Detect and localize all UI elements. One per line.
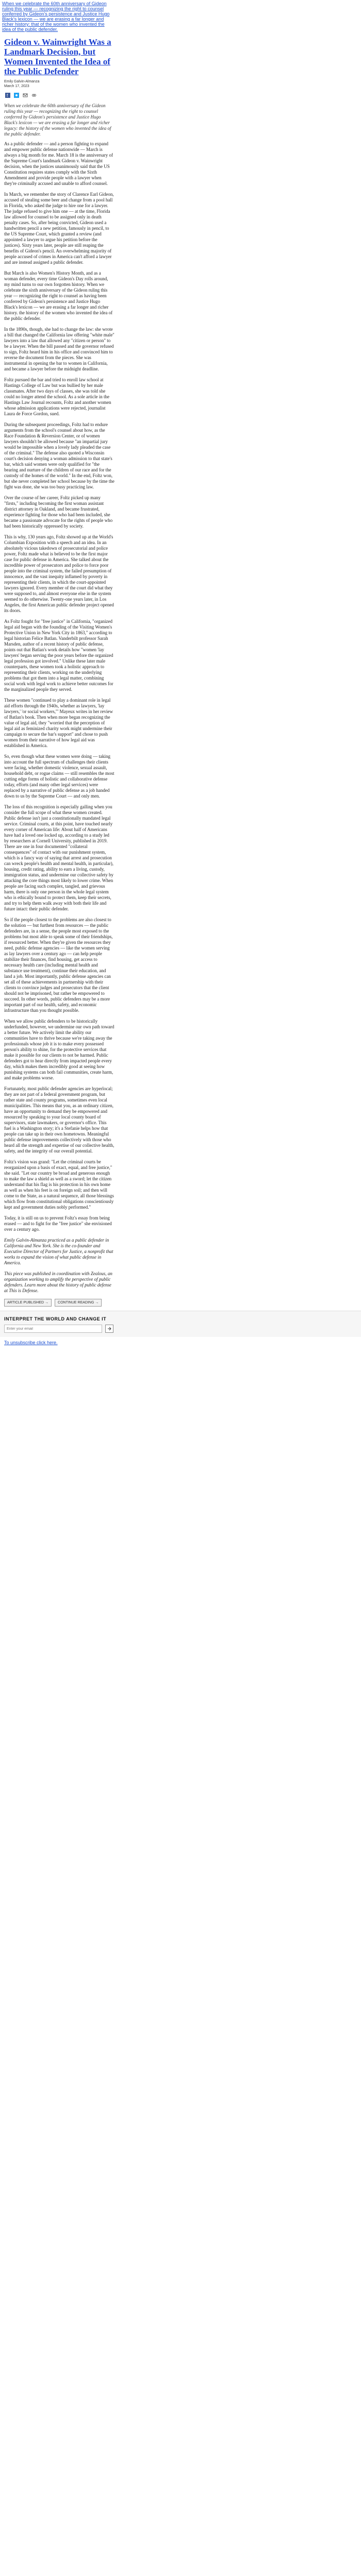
newsletter-row bbox=[4, 1325, 357, 1333]
email-field[interactable] bbox=[4, 1325, 102, 1333]
continue-reading-button[interactable]: CONTINUE READING → bbox=[55, 1299, 102, 1307]
submit-button[interactable] bbox=[105, 1325, 113, 1333]
email-icon[interactable] bbox=[22, 92, 29, 99]
headline[interactable]: Gideon v. Wainwright Was a Landmark Decision, but Women Invented the Idea of the Public Defender bbox=[4, 37, 111, 76]
article-paragraph: During the subsequent proceedings, Foltz had to endure arguments from the school's counsel about how, as the Race Foundation & Reversion Center, or of women lawyers shouldn't be allowed because "an impartial jury would be impossible when a lovely lady pleaded the case of the criminal." The defense also quoted a Wisconsin court's decision denying a woman admission to that state's bar, which said women were only qualified for "the bearing and nurture of the children of our race and for the custody of the homes of the world." In the end, Foltz won, but she never completed her school because by the time the fight was done, she was too busy practicing law. bbox=[4, 422, 114, 489]
article-paragraph: As Foltz fought for "free justice" in California, "organized legal aid began with the founding of the Visiting Women's Protective Union in New York City in 1863," according to legal historian Felice Batlan. Vanderbilt professor Sarah Marsden, author of a recent history of public defense, points out that Batlan's work details how "women 'lay lawyers' began serving the poor years before the organized legal profession got involved." Unlike these later male counterparts, these women took a holistic approach to representing their clients, working on the underlying problems that got them into a legal matter, combining social work with legal work to achieve better outcomes for the marginalized people they served. bbox=[4, 619, 113, 692]
publish-date: March 17, 2023 bbox=[4, 84, 29, 88]
dek: When we celebrate the 60th anniversary of the Gideon ruling this year — recognizing the right to counsel conferred by Gideon's persistence and Justice Hugo Black's lexicon — we are erasing a far longer and richer legacy: the history of the women who invented the idea of the public defender. bbox=[4, 103, 111, 137]
article-paragraph: Fortunately, most public defender agencies are hyperlocal; they are not part of a federal government program, but rather state and county programs, sometimes even local municipalities. This means that you, as an ordinary citizen, have an opportunity to demand they be empowered and resourced by speaking to your local county board of supervisors, state lawmakers, or governor's office. This fuel is a Washington story; it's a Stefanie helps how that people can take up in their own hometowns. Meaningful public defense improvements collectively with those who heard all the strength and expertise of our collective health, safety, and the integrity of our overall potential. bbox=[4, 1086, 114, 1154]
article-paragraph: As a public defender — and a person fighting to expand and empower public defense nationwide — March is always a big month for me. March 18 is the anniversary of the Supreme Court's landmark Gideon v. Wainwright decision, when the justices unanimously said that the US Constitution requires states comply with the Sixth Amendment and provide people with a lawyer when they're criminally accused and unable to afford counsel. bbox=[4, 141, 113, 186]
author-name[interactable]: Emily Galvin-Almanza bbox=[4, 80, 40, 83]
article-paragraph: Over the course of her career, Foltz picked up many "firsts," including becoming the first woman assistant district attorney in Oakland, and became frustrated, experience fighting for those who had been included, she became a passionate advocate for the rights of people who had been historically oppressed by society. bbox=[4, 495, 113, 529]
article-paragraph: But March is also Women's History Month, and as a woman defender, every time Gideon's Day rolls around, my mind turns to our own forgotten history. When we celebrate the sixth anniversary of the Gideon ruling this year — recognizing the right to counsel as having been conferred by Gideon's persistence and Justice Hugo Black's lexicon — we are erasing a far longer and richer history. the history of the women who invented the idea of the public defender. bbox=[4, 270, 113, 321]
top-link[interactable]: When we celebrate the 60th anniversary of Gideon ruling this year — recognizing the right to counsel conferred by Gideon's persistence and Justice Hugo Black's lexicon — we are erasing a far longer and richer history: that of the women who invented the idea of the public defender. bbox=[2, 1, 110, 32]
article-paragraph: So, even though what these women were doing — taking into account the full spectrum of challenges their clients were facing, whether domestic violence, sexual assault, household debt, or rogue claims — still resembles the most cutting edge forms of holistic and collaborative defense today, efforts (and many other legal services) were replaced by a narrative of public defense as a job handed down to us by the Supreme Court — and only men. bbox=[4, 754, 114, 799]
article-published-button[interactable]: ARTICLE PUBLISHED → bbox=[4, 1299, 52, 1307]
article-container bbox=[0, 32, 114, 1307]
author-bio: This piece was published in coordination with Zealous, an organization working to amplify the perspective of public defenders. Learn more about the history of public defense at This is Defense. bbox=[4, 1271, 112, 1293]
article-paragraph: Today, it is still on us to prevent Foltz's essay from being erased — and to fight for the "free justice" she envisioned over a century ago. bbox=[4, 1215, 112, 1232]
facebook-icon[interactable] bbox=[4, 92, 11, 99]
article-paragraph: This is why, 130 years ago, Foltz showed up at the World's Columbian Exposition with a speech and an idea. In an absolutely vicious takedown of prosecutorial and police power, Foltz made what is believed to be the first major case for public defense in America. She talked about the incredible power of prosecutors and police to force poor people into the criminal system, the failed presumption of innocence, and the vast inequity inflamed by poverty in representing their clients, in which the court-appointed lawyers ignored. Every member of the court did what they were supposed to, and almost everyone else in the system seemed to do otherwise. Twenty-one years later, in Los Angeles, the first American public defender project opened its doors. bbox=[4, 534, 114, 613]
footer bbox=[0, 1337, 361, 1350]
article-paragraph: Foltz pursued the bar and tried to enroll law school at Hastings College of Law but was bullied by her male classmates. After two days of classes, she was told she could no longer attend the school. As a sole article in the Hastings Law Journal recounts, Foltz and another women whose admission applications were rejected, journalist Laura de Force Gordon, sued. bbox=[4, 377, 111, 416]
article-paragraph: The loss of this recognition is especially galling when you consider the full scope of what these women created. Public defense isn't just a constitutionally mandated legal service. Criminal courts, at this point, have touched nearly every corner of American life: About half of Americans have had a loved one locked up, according to a study led by researchers at Cornell University, published in 2019. There are one in four documented "collateral consequences" of contact with our punishment system, which is a fancy way of saying that arrest and prosecution can wreck people's health and mental health, in particular), housing, credit rating, ability to earn a living, custody, immigration status, and undermine our collective safety by attacking the core things most likely to lower crime. When people are facing such complex, tangled, and grievous harm, there is only one person in the whole legal system who is ethically bound to protect them, keep their secrets, and try to help them walk away with both their life and future intact: their public defender. bbox=[4, 804, 114, 911]
link-icon[interactable] bbox=[30, 92, 38, 99]
article-paragraph: In March, we remember the story of Clarence Earl Gideon, accused of stealing some beer and change from a pool hall in Florida, who asked the judge to hire one for a lawyer. The judge refused to give him one — at the time, Florida law allowed for counsel to be assigned only in death penalty cases. So, after being convicted, Gideon used a handwritten pencil a new petition, famously in pencil, to the US Supreme Court, which granted a review (and appointed a lawyer to argue his petition before the justices). Sixty years later, people are still reaping the benefits of Gideon's pencil. An overwhelming majority of people accused of crimes in America can't afford a lawyer and are instead assigned a public defender. bbox=[4, 192, 114, 265]
article-paragraph: In the 1890s, though, she had to change the law: she wrote a bill that changed the California law offering "white male" lawyers into a law that allowed any "citizen or person" to be a lawyer. When the bill passed and the governor refused to sign, Foltz heard him in his office and convinced him to reverse the document from the pieces. She was instrumental in opening the bar to women in California, and became a lawyer before the midnight deadline. bbox=[4, 327, 114, 371]
newsletter bbox=[0, 1311, 361, 1337]
article-actions bbox=[4, 1299, 114, 1307]
share-row bbox=[4, 92, 114, 99]
svg-text:f: f bbox=[7, 93, 8, 98]
article-paragraph: So if the people closest to the problems are also closest to the solution — but furthest from resources — the public defenders are, in a sense, the people most exposed to the problems but most able to speak some of their friendships, if resourced better. When they're given the resources they need, public defense agencies — like the women serving as lay lawyers over a century ago — can help people stabilize their finances, find housing, get access to necessary health care (including mental health and substance use treatment), continue their education, and land a job. Most importantly, public defense agencies can set all of these achievements in partnership with their clients to convince judges and prosecutors that the client should not be imprisoned, but rather be empowered to succeed. In other words, public defenders may be a more important part of our health, safety, and economic infrastructure than you thought possible. bbox=[4, 917, 113, 1013]
byline bbox=[4, 79, 114, 89]
article-paragraph: Foltz's vision was grand: "Let the criminal courts be reorganized upon a basis of exact, equal, and free justice," she said. "Let our country be broad and generous enough to make the law a shield as well as a sword; let the citizen understand that his flag is his protection in his own home as well as when his feet is on foreign soil; and then will come to the State, as a natural sequence, all those blessings which flow from constitutional obligations conscientiously kept and government duties nobly performed." bbox=[4, 1159, 114, 1210]
article-body bbox=[4, 141, 114, 1294]
twitter-icon[interactable] bbox=[13, 92, 20, 99]
newsletter-title: INTERPRET THE WORLD AND CHANGE IT bbox=[4, 1316, 107, 1321]
unsubscribe-link[interactable]: To unsubscribe click here. bbox=[4, 1340, 58, 1345]
article-paragraph: When we allow public defenders to be historically underfunded, however, we undermine our own path toward a better future. We actively limit the ability our communities have to thrive because we're taking away the professionals whose job it is to make every possessed person's ability to shine, for the protective services that make it possible for our clients to not be harmed. Public defenders got to hear directly from impacted people every day, which makes them incredibly good at seeing how punishing systems can both fail communities, create harm, and make problems worse. bbox=[4, 1019, 114, 1080]
author-bio: Emily Galvin-Almanza practiced as a public defender in California and New York. She is the co-founder and Executive Director of Partners for Justice, a nonprofit that works to expand the vision of what public defense in America. bbox=[4, 1238, 113, 1265]
article-paragraph: These women "continued to play a dominant role in legal aid efforts through the 1940s, whether as lawyers, 'lay lawyers,' 'or social workers,'" Mayeux writes in her review of Batlan's book. Then when more began recognizing the value of legal aid, they "worried that the perception of legal aid as feminized charity work might undermine their campaign to secure the bar's support" and chose to push women from their narrative of how legal aid was established in America. bbox=[4, 698, 113, 748]
